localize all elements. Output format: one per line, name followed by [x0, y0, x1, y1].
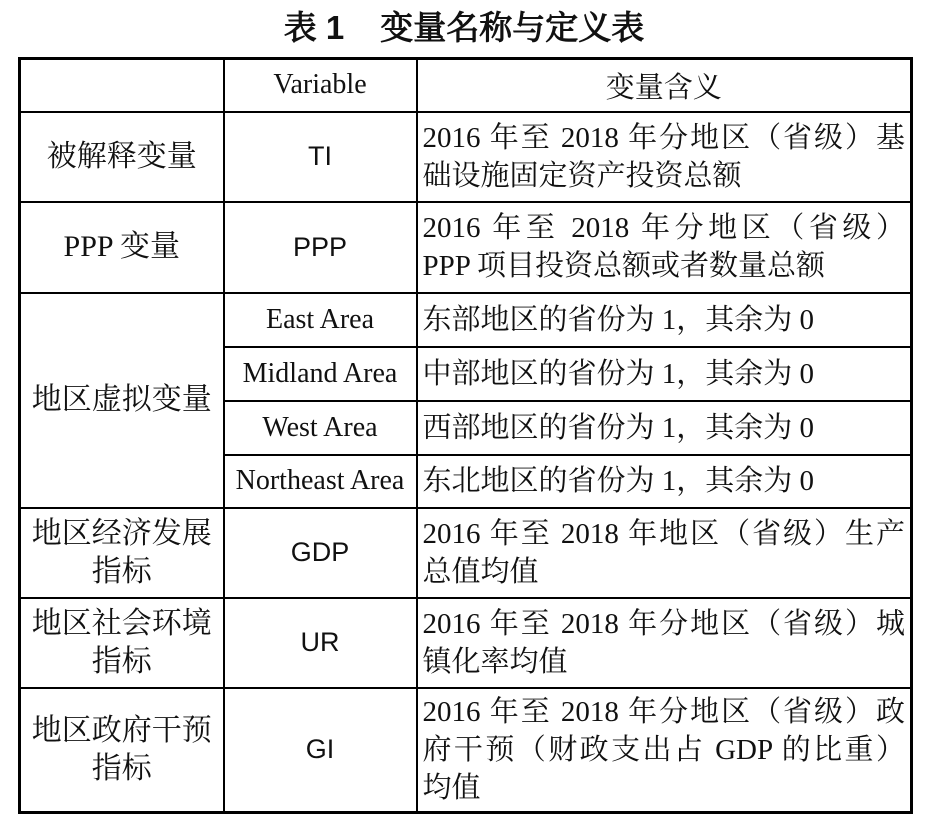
table-row: [20, 293, 912, 347]
category-cell: [20, 293, 224, 508]
definition-line: 均值: [422, 771, 481, 804]
header-variable-cell: Variable: [224, 59, 417, 112]
table-title: 变量名称与定义表: [380, 9, 645, 46]
table-number: 表 1: [283, 9, 345, 46]
category-line: 指标: [91, 644, 152, 678]
table-row: [20, 508, 912, 598]
definition-cell: [417, 202, 912, 293]
variable-cell: TI: [224, 112, 417, 202]
table-row: [20, 202, 912, 293]
definition-cell: [417, 112, 912, 202]
definition-line: 中部地区的省份为 1，其余为 0: [422, 357, 815, 390]
category-cell: [20, 688, 224, 813]
table-row: [20, 688, 912, 813]
table-row: [20, 598, 912, 688]
table-caption: [18, 6, 910, 50]
definition-cell: [417, 508, 912, 598]
category-line: 指标: [91, 554, 152, 588]
variable-cell: Midland Area: [224, 347, 417, 401]
variable-cell: PPP: [224, 202, 417, 293]
definition-cell: [417, 598, 912, 688]
variable-cell: GI: [224, 688, 417, 813]
header-row: [20, 59, 912, 112]
category-cell: [20, 112, 224, 202]
variable-cell: East Area: [224, 293, 417, 347]
category-cell: [20, 598, 224, 688]
variable-cell: West Area: [224, 401, 417, 455]
category-cell: [20, 202, 224, 293]
definition-line: 府干预（财政支出占 GDP 的比重）: [422, 733, 905, 766]
definition-line: 镇化率均值: [422, 645, 568, 678]
definition-line: 2016 年至 2018 年分地区（省级）: [422, 212, 905, 244]
category-line: 地区政府干预: [31, 713, 212, 747]
definition-line: 2016 年至 2018 年分地区（省级）政: [422, 695, 905, 728]
definition-line: 东北地区的省份为 1，其余为 0: [422, 465, 815, 497]
definition-cell: [417, 455, 912, 508]
header-category-cell: [20, 59, 224, 112]
definition-line: 西部地区的省份为 1，其余为 0: [422, 411, 815, 444]
category-line: 指标: [91, 751, 152, 785]
definition-line: 2016 年至 2018 年分地区（省级）基: [422, 121, 905, 154]
definition-line: 2016 年至 2018 年地区（省级）生产: [422, 517, 905, 550]
category-cell: [20, 508, 224, 598]
definition-line: 础设施固定资产投资总额: [422, 159, 742, 192]
variable-cell: UR: [224, 598, 417, 688]
definition-cell: [417, 401, 912, 455]
variable-definition-table: [18, 57, 913, 814]
definition-line: 东部地区的省份为 1，其余为 0: [422, 303, 815, 336]
definition-line: 总值均值: [422, 555, 539, 588]
definition-cell: [417, 688, 912, 813]
header-definition-cell: 变量含义: [417, 59, 912, 112]
definition-cell: [417, 293, 912, 347]
category-line: 地区社会环境: [31, 606, 212, 640]
category-line: PPP 变量: [63, 230, 180, 263]
category-line: 被解释变量: [46, 139, 197, 173]
category-line: 地区虚拟变量: [31, 383, 212, 416]
category-line: 地区经济发展: [31, 516, 212, 550]
variable-cell: GDP: [224, 508, 417, 598]
definition-cell: [417, 347, 912, 401]
table-row: [20, 112, 912, 202]
variable-cell: Northeast Area: [224, 455, 417, 508]
definition-line: 2016 年至 2018 年分地区（省级）城: [422, 607, 905, 640]
definition-line: PPP 项目投资总额或者数量总额: [422, 250, 826, 282]
